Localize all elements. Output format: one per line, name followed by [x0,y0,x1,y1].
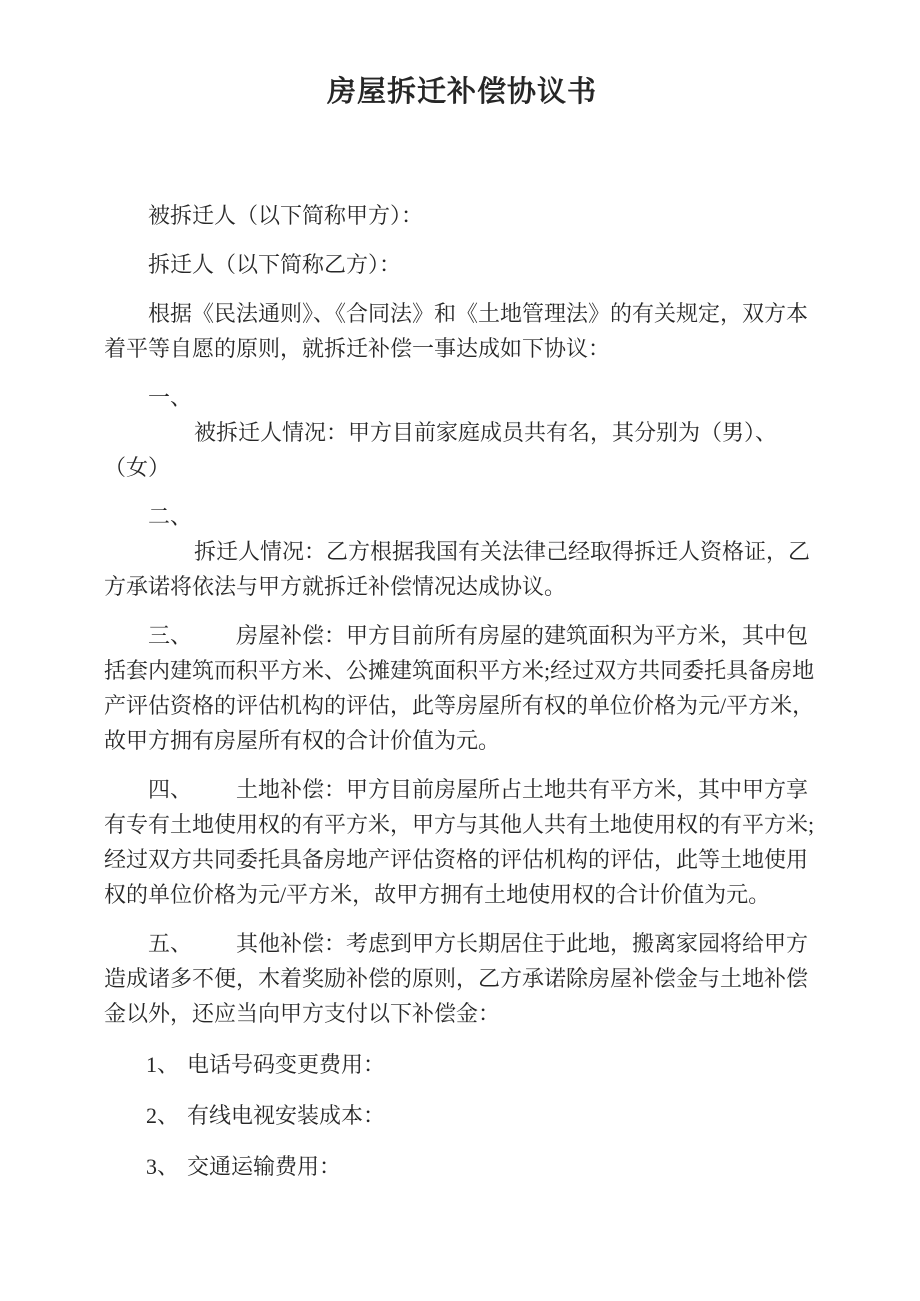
subitem-transport-fee-number: 3、 [146,1154,180,1179]
clause-one-number: 一、 [148,385,193,410]
clause-two [104,499,820,604]
clause-four-body: 土地补偿：甲方目前房屋所占土地共有平方米，其中甲方享有专有土地使用权的有平方米，甲方与其他人共有土地使用权的有平方米;经过双方共同委托具备房地产评估资格的评估机构的评估，此等土地使用权的单位价格为元/平方米，故甲方拥有土地使用权的合计价值为元。 [104,777,815,907]
clause-one-body: 被拆迁人情况：甲方目前家庭成员共有名，其分别为（男）、（女） [104,420,778,480]
document-title: 房屋拆迁补偿协议书 [326,76,597,108]
clause-five-number: 五、 [148,931,193,956]
clause-two-number: 二、 [148,504,193,529]
clause-four-number: 四、 [148,777,193,802]
clause-five [104,926,820,1031]
paragraph-party-a: 被拆迁人（以下简称甲方）： [148,203,424,228]
clause-one [104,380,820,485]
subitem-cable-tv-fee-label: 有线电视安装成本： [187,1103,386,1128]
subitem-phone-fee-number: 1、 [146,1052,180,1077]
clause-three-body: 房屋补偿：甲方目前所有房屋的建筑面积为平方米，其中包括套内建筑而积平方米、公摊建筑面积平方米;经过双方共同委托具备房地产评估资格的评估机构的评估，此等房屋所有权的单位价格为元/平方米，故甲方拥有房屋所有权的合计价值为元。 [104,623,815,753]
paragraph-preamble: 根据《民法通则》、《合同法》和《土地管理法》的有关规定，双方本着平等自愿的原则，就拆迁补偿一事达成如下协议： [104,301,809,361]
clause-three [104,618,820,758]
subitem-transport-fee [104,1149,820,1184]
subitem-phone-fee-label: 电话号码变更费用： [187,1052,386,1077]
clause-four [104,772,820,912]
clause-two-body: 拆迁人情况：乙方根据我国有关法律己经取得拆迁人资格证，乙方承诺将依法与甲方就拆迁补偿情况达成协议。 [104,539,811,599]
subitem-cable-tv-fee-number: 2、 [146,1103,180,1128]
subitem-phone-fee [104,1047,820,1082]
clause-three-number: 三、 [148,623,193,648]
subitem-cable-tv-fee [104,1098,820,1133]
paragraph-party-b: 拆迁人（以下简称乙方）： [148,252,402,277]
clause-five-body: 其他补偿：考虑到甲方长期居住于此地，搬离家园将给甲方造成诸多不便，木着奖励补偿的原则，乙方承诺除房屋补偿金与土地补偿金以外，还应当向甲方支付以下补偿金： [104,931,809,1026]
subitem-transport-fee-label: 交通运输费用： [187,1154,342,1179]
